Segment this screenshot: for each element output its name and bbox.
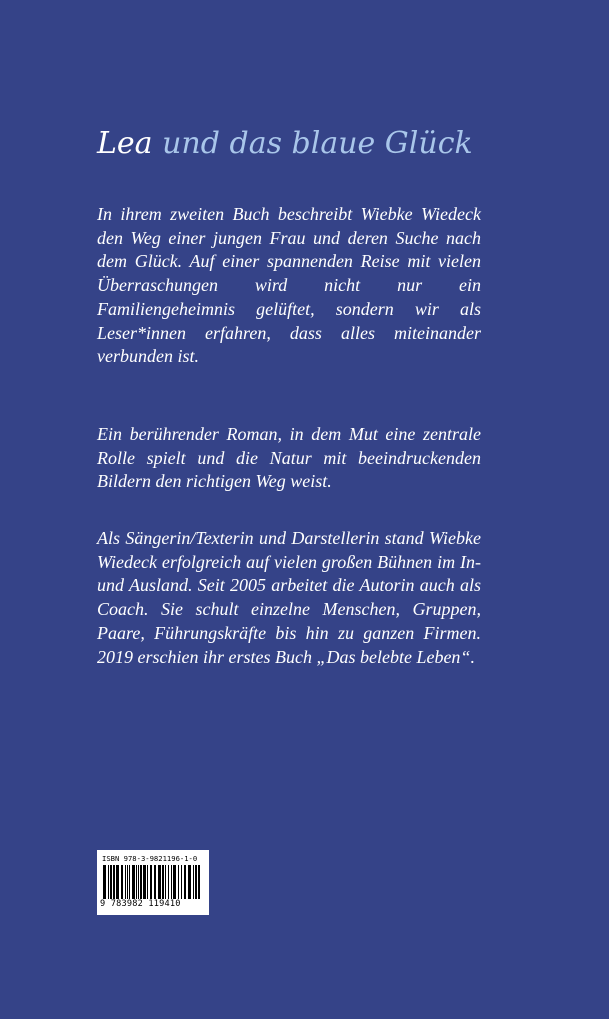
barcode-bar [136, 865, 137, 899]
isbn-label: ISBN 978-3-9821196-1-0 [102, 854, 198, 863]
barcode-bar [125, 865, 126, 899]
barcode-bar [162, 865, 164, 899]
barcode-bar [113, 865, 115, 899]
barcode-bar [143, 865, 146, 899]
barcode-bar [127, 865, 128, 899]
barcode-bars [103, 865, 203, 899]
barcode-bar [116, 865, 119, 899]
barcode-bar [129, 865, 130, 899]
barcode-bar [168, 865, 169, 899]
ean-digits: 9 783982 119410 [100, 899, 181, 909]
barcode-bar [173, 865, 176, 899]
barcode-bar [150, 865, 152, 899]
book-title [97, 125, 473, 163]
barcode-bar [193, 865, 194, 899]
barcode-bar [147, 865, 148, 899]
title-name: Lea [97, 126, 153, 161]
barcode-bar [154, 865, 156, 899]
author-bio-paragraph: Als Sängerin/Texterin und Darstellerin stand Wiebke Wiedeck erfolgreich auf vielen großen Bühnen im In- und Ausland. Seit 2005 arbeitet die Autorin auch als Coach. Sie schult einzelne Menschen, Gruppen, Paare, Führungskräfte bis hin zu ganzen Firmen. 2019 erschien ihr erstes Buch „Das belebte Leben“. [97, 528, 481, 667]
barcode-bar [108, 865, 109, 899]
barcode-bar [188, 865, 191, 899]
barcode-bar [121, 865, 123, 899]
barcode-bar [132, 865, 135, 899]
barcode-bar [138, 865, 139, 899]
barcode-bar [184, 865, 186, 899]
barcode-bar [110, 865, 112, 899]
barcode-bar [198, 865, 200, 899]
barcode-bar [165, 865, 166, 899]
blurb-paragraph-1: In ihrem zweiten Buch beschreibt Wiebke Wiedeck den Weg einer jungen Frau und deren Suche nach dem Glück. Auf einer spannenden Reise mit vielen Überraschungen wird nicht nur ein Familiengeheimnis gelüftet, sondern wir als Leser*innen erfahren, dass alles miteinander verbunden ist. [97, 204, 481, 367]
barcode-bar [103, 865, 106, 899]
title-subtitle: und das blaue Glück [162, 126, 473, 161]
barcode-bar [171, 865, 172, 899]
barcode-bar [140, 865, 142, 899]
barcode-bar [158, 865, 161, 899]
barcode-bar [195, 865, 197, 899]
isbn-barcode [97, 850, 209, 915]
blurb-paragraph-2: Ein berührender Roman, in dem Mut eine zentrale Rolle spielt und die Natur mit beeindruckenden Bildern den richtigen Weg weist. [97, 424, 481, 492]
barcode-bar [178, 865, 179, 899]
barcode-bar [181, 865, 182, 899]
